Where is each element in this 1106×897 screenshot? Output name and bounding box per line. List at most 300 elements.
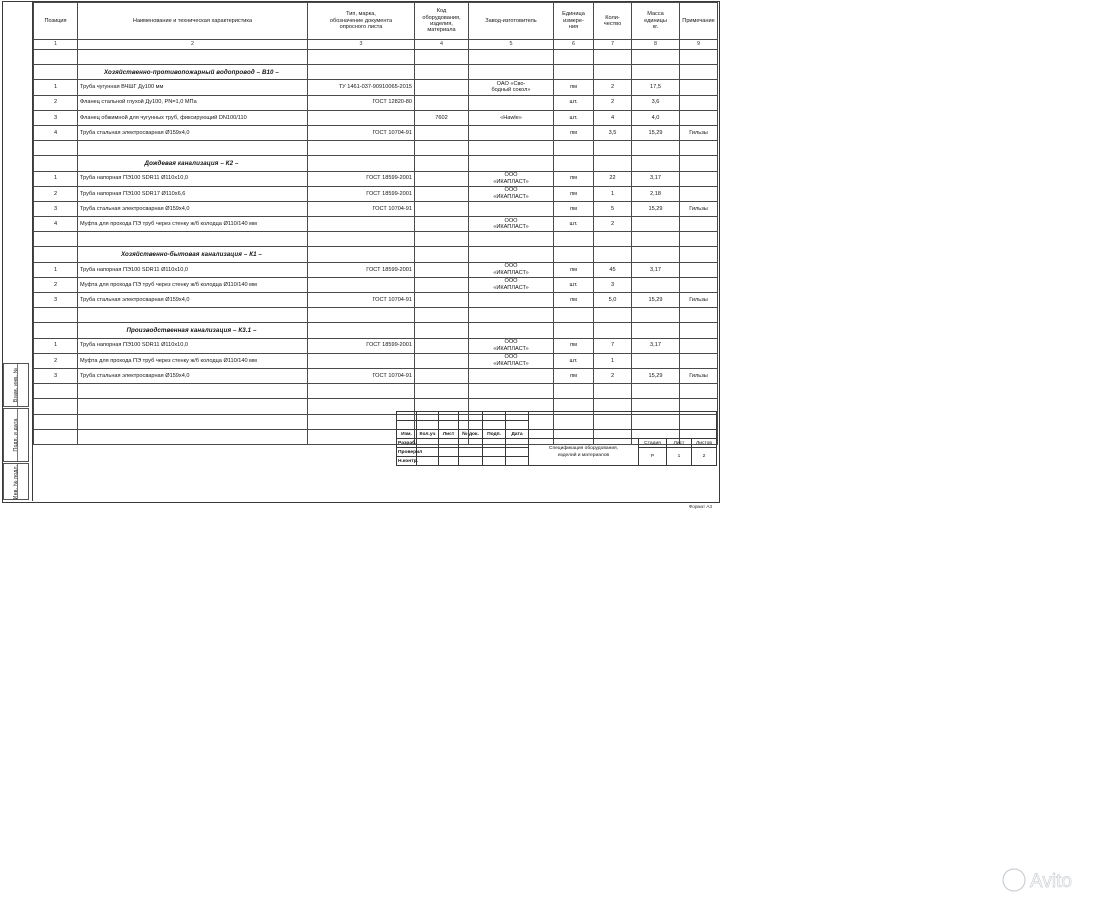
stage-header-1: Стадия <box>639 439 667 448</box>
col-header-note: Примечание <box>680 3 718 40</box>
blank-cell <box>308 384 415 399</box>
cell-unit: пм <box>554 186 594 201</box>
blank-cell <box>632 141 680 156</box>
group-pos-cell <box>34 247 78 262</box>
group-pos-cell <box>34 156 78 171</box>
group-empty-cell <box>469 247 554 262</box>
blank-cell <box>594 384 632 399</box>
cell-position: 2 <box>34 186 78 201</box>
cell-quantity: 2 <box>594 217 632 232</box>
specification-table-body <box>34 50 718 445</box>
revision-cell <box>417 412 439 421</box>
cell-manufacturer <box>469 293 554 308</box>
table-row <box>34 338 718 353</box>
cell-unit: пм <box>554 80 594 95</box>
side-label-box-3 <box>3 463 29 500</box>
group-empty-cell <box>308 65 415 80</box>
blank-cell <box>632 232 680 247</box>
cell-position: 3 <box>34 368 78 383</box>
role-field <box>417 457 439 466</box>
cell-code <box>415 171 469 186</box>
blank-cell <box>415 50 469 65</box>
col-header-unit-line3: ния <box>568 24 579 31</box>
title-block <box>396 411 1072 892</box>
col-header-code <box>415 3 469 40</box>
manufacturer-line1: ООО <box>504 187 518 194</box>
group-empty-cell <box>469 156 554 171</box>
cell-manufacturer <box>469 125 554 140</box>
cell-mass: 15,29 <box>632 201 680 216</box>
table-row <box>34 171 718 186</box>
manufacturer-line1: ООО <box>504 217 518 224</box>
manufacturer-line2: «ИКАПЛАСТ» <box>493 224 529 231</box>
table-row <box>34 217 718 232</box>
role-field <box>483 457 506 466</box>
cell-note <box>680 353 718 368</box>
cell-unit: пм <box>554 338 594 353</box>
cell-position: 1 <box>34 262 78 277</box>
cell-unit: шт. <box>554 95 594 110</box>
blank-cell <box>680 141 718 156</box>
cell-position: 2 <box>34 353 78 368</box>
cell-code <box>415 353 469 368</box>
cell-name: Труба стальная электросварная Ø159х4,0 <box>78 125 308 140</box>
cell-mass <box>632 277 680 292</box>
role-row <box>397 439 717 448</box>
column-number-row <box>34 40 718 50</box>
group-title: Дождевая канализация – К2 – <box>78 156 308 171</box>
col-header-type-line2: обозначение документа <box>329 17 393 24</box>
cell-type <box>308 277 415 292</box>
stage-header-3: Листов <box>692 439 717 448</box>
cell-mass <box>632 217 680 232</box>
svg-text:Avito: Avito <box>1030 871 1072 892</box>
blank-cell <box>34 50 78 65</box>
cell-code <box>415 277 469 292</box>
blank-cell <box>415 141 469 156</box>
blank-cell <box>594 141 632 156</box>
revision-empty-row <box>397 412 717 421</box>
col-header-unit <box>554 3 594 40</box>
cell-unit: пм <box>554 171 594 186</box>
blank-cell <box>594 232 632 247</box>
group-pos-cell <box>34 65 78 80</box>
drawing-title-cell <box>529 439 639 466</box>
cell-position: 2 <box>34 277 78 292</box>
cell-name: Муфта для прохода ПЭ труб через стенку ж/б колодца Ø110/140 мм <box>78 217 308 232</box>
group-title-row <box>34 156 718 171</box>
cell-manufacturer <box>469 171 554 186</box>
table-row <box>34 80 718 95</box>
cell-type: ГОСТ 10704-91 <box>308 368 415 383</box>
cell-position: 3 <box>34 293 78 308</box>
side-label-box-1 <box>3 363 29 407</box>
manufacturer-line2: «ИКАПЛАСТ» <box>493 178 529 185</box>
group-empty-cell <box>415 65 469 80</box>
cell-note <box>680 217 718 232</box>
group-title-row <box>34 247 718 262</box>
cell-mass: 3,6 <box>632 95 680 110</box>
role-field <box>459 457 483 466</box>
cell-name: Труба напорная ПЭ100 SDR11 Ø110х10,0 <box>78 171 308 186</box>
cell-name: Фланец стальной глухой Ду100, PN=1,0 МПа <box>78 95 308 110</box>
blank-cell <box>78 414 308 429</box>
cell-quantity: 2 <box>594 95 632 110</box>
cell-name: Фланец обжимной для чугунных труб, фиксирующий DN100/110 <box>78 110 308 125</box>
group-empty-cell <box>594 65 632 80</box>
blank-cell <box>469 308 554 323</box>
revision-cell <box>506 421 529 430</box>
blank-cell <box>78 141 308 156</box>
cell-note: Гильзы <box>680 125 718 140</box>
group-empty-cell <box>554 65 594 80</box>
blank-cell <box>632 308 680 323</box>
table-blank-row <box>34 308 718 323</box>
blank-cell <box>415 308 469 323</box>
cell-mass: 15,29 <box>632 125 680 140</box>
side-label-box-2 <box>3 408 29 462</box>
cell-mass: 17,5 <box>632 80 680 95</box>
cell-type: ГОСТ 18599-2001 <box>308 262 415 277</box>
role-field <box>506 457 529 466</box>
side-label-1: Взам. инв. № <box>13 367 19 403</box>
cell-manufacturer <box>469 262 554 277</box>
role-label-2: Проверил <box>398 449 423 455</box>
cell-mass: 2,18 <box>632 186 680 201</box>
col-num-7: 7 <box>594 40 632 50</box>
blank-cell <box>469 232 554 247</box>
title-area-cell <box>529 412 717 430</box>
role-label-3: Н.контр. <box>398 458 418 464</box>
table-blank-row <box>34 232 718 247</box>
title-block-body <box>397 412 717 466</box>
cell-quantity: 22 <box>594 171 632 186</box>
cell-note <box>680 186 718 201</box>
blank-cell <box>469 141 554 156</box>
col-header-mass <box>632 3 680 40</box>
change-header-5: Подп. <box>483 430 506 439</box>
group-empty-cell <box>680 156 718 171</box>
cell-note <box>680 338 718 353</box>
manufacturer-line1: ООО <box>504 263 518 270</box>
cell-quantity: 5 <box>594 201 632 216</box>
blank-cell <box>594 50 632 65</box>
cell-unit: пм <box>554 125 594 140</box>
table-blank-row <box>34 384 718 399</box>
col-header-name: Наименование и техническая характеристика <box>78 3 308 40</box>
blank-cell <box>415 232 469 247</box>
col-header-code-line4: материала <box>427 27 456 34</box>
cell-type <box>308 110 415 125</box>
cell-type: ГОСТ 10704-91 <box>308 293 415 308</box>
blank-cell <box>554 232 594 247</box>
group-empty-cell <box>680 323 718 338</box>
blank-cell <box>308 141 415 156</box>
blank-cell <box>469 50 554 65</box>
cell-quantity: 7 <box>594 338 632 353</box>
group-empty-cell <box>632 65 680 80</box>
table-row <box>34 293 718 308</box>
cell-manufacturer <box>469 95 554 110</box>
cell-unit: пм <box>554 293 594 308</box>
group-empty-cell <box>680 247 718 262</box>
cell-note: Гильзы <box>680 368 718 383</box>
cell-code <box>415 125 469 140</box>
group-empty-cell <box>554 323 594 338</box>
cell-note: Гильзы <box>680 293 718 308</box>
col-header-mass-line2: единицы <box>644 17 667 24</box>
side-label-2: Подп. и дата <box>13 418 19 452</box>
role-field <box>439 448 459 457</box>
avito-watermark <box>1000 863 1106 897</box>
col-num-4: 4 <box>415 40 469 50</box>
blank-cell <box>34 399 78 414</box>
col-header-quantity-line1: Коли- <box>605 14 620 21</box>
manufacturer-line1: ООО <box>504 172 518 179</box>
cell-manufacturer <box>469 338 554 353</box>
cell-note <box>680 110 718 125</box>
cell-note <box>680 95 718 110</box>
specification-table <box>33 2 718 445</box>
col-num-3: 3 <box>308 40 415 50</box>
blank-cell <box>554 141 594 156</box>
cell-manufacturer <box>469 201 554 216</box>
blank-cell <box>78 50 308 65</box>
group-empty-cell <box>594 323 632 338</box>
col-num-6: 6 <box>554 40 594 50</box>
blank-cell <box>594 308 632 323</box>
blank-cell <box>632 50 680 65</box>
cell-type: ГОСТ 10704-91 <box>308 125 415 140</box>
title-area-cell <box>529 430 717 439</box>
cell-quantity: 3 <box>594 277 632 292</box>
blank-cell <box>308 308 415 323</box>
cell-mass: 3,17 <box>632 171 680 186</box>
revision-cell <box>397 412 417 421</box>
cell-note <box>680 277 718 292</box>
manufacturer-line1: «Hawle» <box>500 114 522 121</box>
change-header-4: № док. <box>459 430 483 439</box>
cell-unit: шт. <box>554 353 594 368</box>
cell-type: ТУ 1461-037-90910065-2015 <box>308 80 415 95</box>
cell-type: ГОСТ 18599-2001 <box>308 338 415 353</box>
group-title: Производственная канализация – К3.1 – <box>78 323 308 338</box>
col-header-unit-line2: измере- <box>563 17 584 24</box>
stage-value-2: 1 <box>667 448 692 466</box>
col-header-code-line3: изделия, <box>430 21 453 27</box>
cell-quantity: 2 <box>594 368 632 383</box>
drawing-title-line1: Спецификация оборудования, <box>548 445 619 451</box>
group-empty-cell <box>415 323 469 338</box>
revision-cell <box>397 421 417 430</box>
table-row <box>34 186 718 201</box>
col-header-type-line3: опросного листа <box>339 24 383 31</box>
role-field <box>483 448 506 457</box>
cell-code <box>415 217 469 232</box>
manufacturer-line2: «ИКАПЛАСТ» <box>493 269 529 276</box>
table-row <box>34 262 718 277</box>
cell-type: ГОСТ 18599-2001 <box>308 186 415 201</box>
cell-quantity: 1 <box>594 353 632 368</box>
group-empty-cell <box>554 247 594 262</box>
blank-cell <box>554 384 594 399</box>
manufacturer-line1: ООО <box>504 354 518 361</box>
cell-type: ГОСТ 18599-2001 <box>308 171 415 186</box>
col-header-type-line1: Тип, марка, <box>346 11 376 18</box>
cell-mass: 15,29 <box>632 293 680 308</box>
group-empty-cell <box>632 323 680 338</box>
role-field <box>439 457 459 466</box>
cell-code <box>415 186 469 201</box>
group-empty-cell <box>632 156 680 171</box>
cell-unit: пм <box>554 201 594 216</box>
group-title: Хозяйственно-бытовая канализация – К1 – <box>78 247 308 262</box>
cell-quantity: 5,0 <box>594 293 632 308</box>
cell-unit: шт. <box>554 110 594 125</box>
cell-name: Труба чугунная ВЧШГ Ду100 мм <box>78 80 308 95</box>
cell-quantity: 1 <box>594 186 632 201</box>
manufacturer-line2: «ИКАПЛАСТ» <box>493 193 529 200</box>
change-header-6: Дата <box>506 430 529 439</box>
group-empty-cell <box>415 247 469 262</box>
group-empty-cell <box>469 65 554 80</box>
cell-note <box>680 262 718 277</box>
blank-cell <box>34 414 78 429</box>
blank-cell <box>554 50 594 65</box>
manufacturer-line2: бодный сокол» <box>491 87 531 94</box>
cell-code <box>415 201 469 216</box>
blank-cell <box>34 141 78 156</box>
group-empty-cell <box>594 247 632 262</box>
change-header-3: Лист <box>439 430 459 439</box>
title-block-table <box>396 411 717 466</box>
role-field <box>417 439 439 448</box>
cell-unit: шт. <box>554 277 594 292</box>
cell-type: ГОСТ 10704-91 <box>308 201 415 216</box>
cell-quantity: 2 <box>594 80 632 95</box>
blank-cell <box>680 232 718 247</box>
cell-position: 4 <box>34 217 78 232</box>
table-blank-row <box>34 141 718 156</box>
cell-quantity: 4 <box>594 110 632 125</box>
cell-manufacturer <box>469 353 554 368</box>
col-header-unit-line1: Единица <box>562 11 585 18</box>
group-empty-cell <box>308 247 415 262</box>
cell-unit: пм <box>554 368 594 383</box>
manufacturer-line1: ОАО «Сво- <box>496 81 526 88</box>
blank-cell <box>680 384 718 399</box>
revision-cell <box>459 421 483 430</box>
stage-header-2: Лист <box>667 439 692 448</box>
cell-code: 7602 <box>415 110 469 125</box>
cell-position: 3 <box>34 201 78 216</box>
group-empty-cell <box>594 156 632 171</box>
change-header-row <box>397 430 717 439</box>
blank-cell <box>554 308 594 323</box>
cell-position: 1 <box>34 80 78 95</box>
cell-note <box>680 80 718 95</box>
group-empty-cell <box>308 156 415 171</box>
cell-manufacturer <box>469 110 554 125</box>
blank-cell <box>78 429 308 444</box>
cell-code <box>415 80 469 95</box>
cell-position: 3 <box>34 110 78 125</box>
col-num-5: 5 <box>469 40 554 50</box>
col-header-position: Позиция <box>34 3 78 40</box>
cell-note <box>680 171 718 186</box>
col-num-1: 1 <box>34 40 78 50</box>
cell-mass <box>632 353 680 368</box>
role-label-1: Разраб. <box>398 440 417 446</box>
manufacturer-line2: «ИКАПЛАСТ» <box>493 345 529 352</box>
cell-name: Муфта для прохода ПЭ труб через стенку ж/б колодца Ø110/140 мм <box>78 277 308 292</box>
blank-cell <box>34 308 78 323</box>
col-header-quantity-line2: чество <box>603 21 622 27</box>
blank-cell <box>78 384 308 399</box>
cell-position: 1 <box>34 171 78 186</box>
blank-cell <box>632 384 680 399</box>
cell-mass: 4,0 <box>632 110 680 125</box>
cell-unit: шт. <box>554 217 594 232</box>
manufacturer-line2: «ИКАПЛАСТ» <box>493 284 529 291</box>
table-row <box>34 368 718 383</box>
cell-name: Труба стальная электросварная Ø159х4,0 <box>78 201 308 216</box>
group-empty-cell <box>308 323 415 338</box>
col-header-mass-line1: Масса <box>647 11 664 18</box>
table-row <box>34 277 718 292</box>
role-field <box>459 448 483 457</box>
group-empty-cell <box>554 156 594 171</box>
cell-name: Труба стальная электросварная Ø159х4,0 <box>78 368 308 383</box>
cell-manufacturer <box>469 368 554 383</box>
cell-name: Труба напорная ПЭ100 SDR17 Ø110х6,6 <box>78 186 308 201</box>
blank-cell <box>78 232 308 247</box>
role-field <box>506 439 529 448</box>
cell-position: 1 <box>34 338 78 353</box>
cell-unit: пм <box>554 262 594 277</box>
table-blank-row <box>34 50 718 65</box>
cell-code <box>415 368 469 383</box>
cell-name: Труба напорная ПЭ100 SDR11 Ø110х10,0 <box>78 338 308 353</box>
revision-cell <box>439 412 459 421</box>
stage-value-1: Р <box>639 448 667 466</box>
role-field <box>459 439 483 448</box>
col-header-code-line2: оборудования, <box>422 14 461 21</box>
blank-cell <box>469 384 554 399</box>
sheet-format-label: Формат А3 <box>688 504 712 509</box>
table-row <box>34 201 718 216</box>
cell-name: Труба стальная электросварная Ø159х4,0 <box>78 293 308 308</box>
col-header-code-line1: Код <box>436 8 447 15</box>
blank-cell <box>34 232 78 247</box>
table-row <box>34 125 718 140</box>
revision-cell <box>483 412 506 421</box>
stage-value-3: 2 <box>692 448 717 466</box>
blank-cell <box>34 384 78 399</box>
cell-manufacturer <box>469 217 554 232</box>
group-title: Хозяйственно-противопожарный водопровод – В10 – <box>78 65 308 80</box>
blank-cell <box>34 429 78 444</box>
cell-name: Муфта для прохода ПЭ труб через стенку ж/б колодца Ø110/140 мм <box>78 353 308 368</box>
col-num-8: 8 <box>632 40 680 50</box>
blank-cell <box>415 384 469 399</box>
side-label-3: Инв. № подл. <box>13 464 19 499</box>
cell-manufacturer <box>469 277 554 292</box>
col-header-mass-line3: кг. <box>652 24 659 31</box>
cell-name: Труба напорная ПЭ100 SDR11 Ø110х10,0 <box>78 262 308 277</box>
revision-cell <box>417 421 439 430</box>
cell-code <box>415 262 469 277</box>
